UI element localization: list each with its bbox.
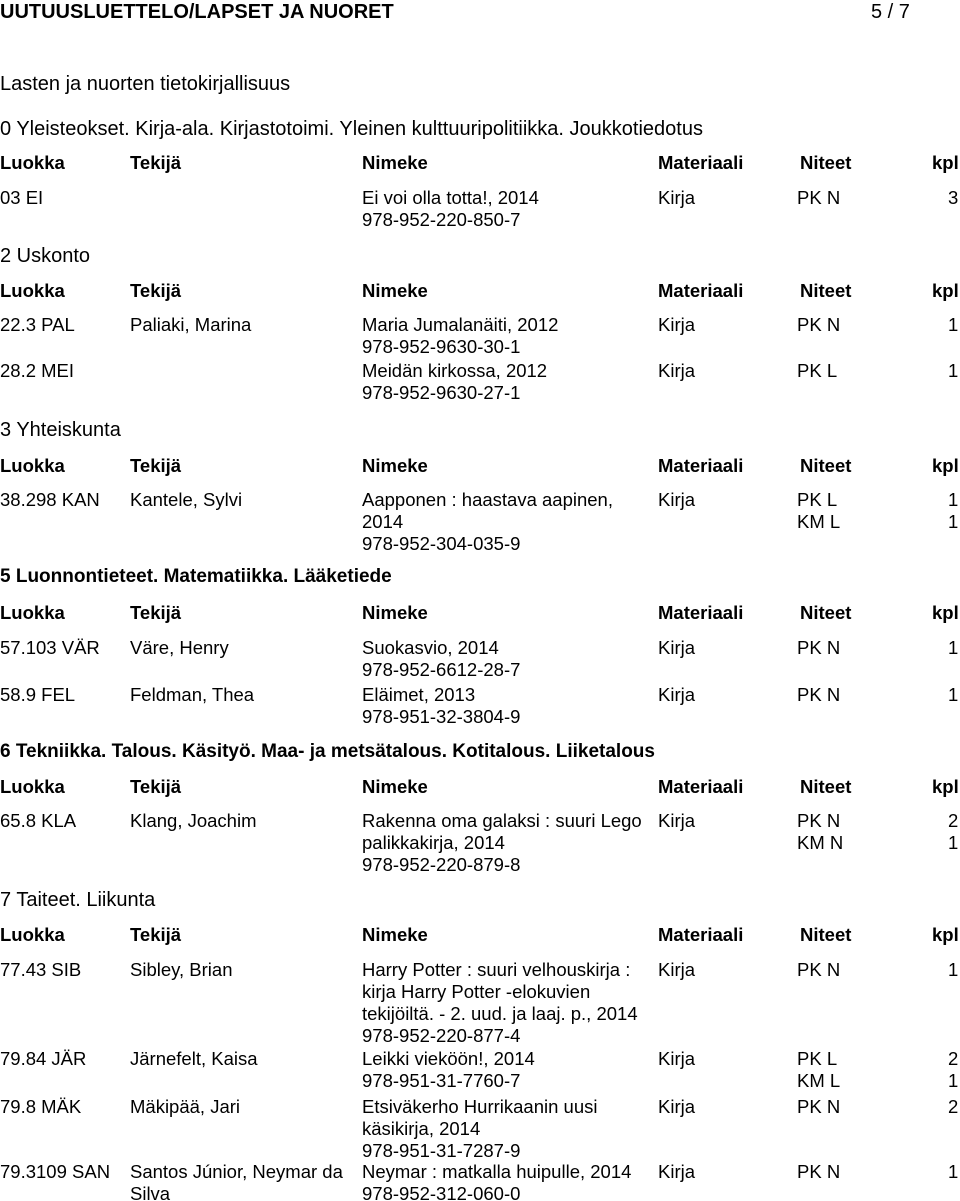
cell-kpl [948,1161,958,1183]
cell-nimeke-line: Suokasvio, 2014 [362,637,499,658]
cell-kpl [948,810,958,854]
cell-luokka: 58.9 FEL [0,684,76,705]
cell-niteet-line: KM N [797,832,844,853]
cell-niteet-line: PK N [797,187,841,208]
cell-materiaali: Kirja [658,810,696,831]
section-heading: 7 Taiteet. Liikunta [0,889,156,911]
column-header-materiaali: Materiaali [658,280,744,301]
column-header-kpl: kpl [932,776,959,797]
cell-niteet [797,360,837,382]
cell-materiaali: Kirja [658,684,696,705]
column-header-row [0,152,960,174]
column-header-kpl: kpl [932,602,959,623]
column-header-materiaali: Materiaali [658,602,744,623]
column-header-row [0,602,960,624]
cell-kpl-line: 3 [948,187,959,208]
cell-nimeke-line: Leikki vieköön!, 2014 [362,1048,535,1069]
column-header-luokka: Luokka [0,455,65,476]
cell-luokka: 65.8 KLA [0,810,77,831]
cell-luokka: 57.103 VÄR [0,637,100,658]
cell-materiaali: Kirja [658,314,696,335]
column-header-luokka: Luokka [0,280,65,301]
column-header-nimeke: Nimeke [362,776,428,797]
cell-materiaali: Kirja [658,489,696,510]
cell-niteet-line: PK N [797,684,841,705]
cell-niteet-line: PK N [797,959,841,980]
column-header-row [0,776,960,798]
cell-kpl-line: 1 [948,637,959,658]
cell-kpl [948,1048,958,1092]
column-header-luokka: Luokka [0,152,65,173]
cell-kpl-line: 1 [948,511,959,532]
cell-kpl [948,314,958,336]
column-header-luokka: Luokka [0,924,65,945]
column-header-niteet: Niteet [800,776,852,797]
column-header-niteet: Niteet [800,602,852,623]
cell-nimeke-line: kirja Harry Potter -elokuvien [362,981,591,1002]
cell-materiaali: Kirja [658,1048,696,1069]
cell-materiaali: Kirja [658,187,696,208]
cell-nimeke-line: Etsiväkerho Hurrikaanin uusi [362,1096,598,1117]
cell-materiaali: Kirja [658,637,696,658]
cell-kpl-line: 1 [948,489,959,510]
cell-kpl-line: 1 [948,360,959,381]
cell-luokka: 03 EI [0,187,44,208]
cell-nimeke-line: 978-952-220-877-4 [362,1025,521,1046]
cell-nimeke-line: Meidän kirkossa, 2012 [362,360,548,381]
cell-nimeke-line: 978-952-220-850-7 [362,209,521,230]
cell-nimeke-line: Eläimet, 2013 [362,684,476,705]
cell-niteet-line: PK L [797,360,838,381]
cell-nimeke-line: 978-952-9630-30-1 [362,336,521,357]
cell-luokka: 77.43 SIB [0,959,82,980]
section-heading: 2 Uskonto [0,245,91,267]
column-header-materiaali: Materiaali [658,776,744,797]
cell-kpl [948,959,958,981]
catalog-subtitle: Lasten ja nuorten tietokirjallisuus [0,73,291,95]
cell-niteet [797,684,840,706]
column-header-nimeke: Nimeke [362,924,428,945]
cell-kpl [948,360,958,382]
cell-kpl-line: 1 [948,959,959,980]
cell-niteet-line: PK N [797,810,841,831]
cell-niteet [797,489,840,533]
cell-kpl [948,1096,958,1118]
cell-niteet-line: KM L [797,511,841,532]
column-header-tekija: Tekijä [130,280,182,301]
cell-nimeke [362,1096,652,1162]
cell-tekija: Järnefelt, Kaisa [130,1048,258,1069]
column-header-tekija: Tekijä [130,455,182,476]
cell-niteet-line: PK N [797,1161,841,1182]
cell-tekija [130,1161,343,1201]
cell-luokka: 79.8 MÄK [0,1096,82,1117]
cell-nimeke [362,360,652,404]
column-header-kpl: kpl [932,455,959,476]
column-header-niteet: Niteet [800,280,852,301]
cell-kpl [948,187,958,209]
cell-kpl-line: 1 [948,1070,959,1091]
cell-nimeke-line: Rakenna oma galaksi : suuri Lego [362,810,642,831]
cell-tekija-line: Santos Júnior, Neymar da [130,1161,343,1182]
cell-niteet-line: PK L [797,489,838,510]
cell-niteet-line: PK N [797,637,841,658]
cell-nimeke-line: Neymar : matkalla huipulle, 2014 [362,1161,632,1182]
cell-luokka: 22.3 PAL [0,314,75,335]
cell-nimeke-line: 978-951-31-7287-9 [362,1140,521,1161]
column-header-tekija: Tekijä [130,602,182,623]
column-header-row [0,455,960,477]
page-number: 5 / 7 [871,1,910,23]
cell-niteet [797,1161,840,1183]
cell-nimeke [362,314,652,358]
cell-materiaali: Kirja [658,1161,696,1182]
cell-materiaali: Kirja [658,959,696,980]
column-header-materiaali: Materiaali [658,455,744,476]
cell-nimeke-line: käsikirja, 2014 [362,1118,481,1139]
cell-nimeke [362,810,652,876]
column-header-kpl: kpl [932,152,959,173]
cell-niteet [797,959,840,981]
column-header-kpl: kpl [932,924,959,945]
cell-luokka: 38.298 KAN [0,489,100,510]
column-header-luokka: Luokka [0,776,65,797]
column-header-nimeke: Nimeke [362,152,428,173]
column-header-tekija: Tekijä [130,776,182,797]
column-header-kpl: kpl [932,280,959,301]
cell-niteet [797,637,840,659]
cell-kpl-line: 1 [948,832,959,853]
cell-niteet-line: PK L [797,1048,838,1069]
column-header-materiaali: Materiaali [658,924,744,945]
cell-kpl-line: 1 [948,1161,959,1182]
cell-nimeke-line: Harry Potter : suuri velhouskirja : [362,959,631,980]
column-header-tekija: Tekijä [130,152,182,173]
cell-niteet-line: KM L [797,1070,841,1091]
cell-nimeke [362,637,652,681]
cell-tekija: Väre, Henry [130,637,229,658]
cell-tekija: Paliaki, Marina [130,314,252,335]
document-title: UUTUUSLUETTELO/LAPSET JA NUORET [0,1,394,23]
cell-tekija: Mäkipää, Jari [130,1096,241,1117]
cell-nimeke [362,187,652,231]
cell-niteet-line: PK N [797,1096,841,1117]
column-header-nimeke: Nimeke [362,455,428,476]
cell-tekija-line: Silva [130,1183,171,1201]
section-heading: 5 Luonnontieteet. Matematiikka. Lääketiede [0,566,392,587]
column-header-niteet: Niteet [800,152,852,173]
cell-nimeke [362,1048,652,1092]
column-header-luokka: Luokka [0,602,65,623]
cell-materiaali: Kirja [658,360,696,381]
cell-niteet [797,187,840,209]
cell-nimeke-line: 978-952-220-879-8 [362,854,521,875]
section-heading: 6 Tekniikka. Talous. Käsityö. Maa- ja metsätalous. Kotitalous. Liiketalous [0,741,655,762]
cell-nimeke [362,684,652,728]
cell-luokka: 79.3109 SAN [0,1161,111,1182]
cell-nimeke [362,1161,652,1201]
cell-nimeke-line: 978-951-32-3804-9 [362,706,521,727]
cell-materiaali: Kirja [658,1096,696,1117]
cell-tekija: Sibley, Brian [130,959,233,980]
cell-tekija: Feldman, Thea [130,684,255,705]
cell-nimeke-line: 2014 [362,511,404,532]
cell-kpl [948,684,958,706]
column-header-materiaali: Materiaali [658,152,744,173]
cell-kpl-line: 2 [948,1096,959,1117]
cell-niteet [797,810,843,854]
column-header-nimeke: Nimeke [362,602,428,623]
cell-nimeke-line: tekijöiltä. - 2. uud. ja laaj. p., 2014 [362,1003,638,1024]
cell-kpl-line: 2 [948,1048,959,1069]
section-heading: 0 Yleisteokset. Kirja-ala. Kirjastotoimi. Yleinen kulttuuripolitiikka. Joukkotiedotus [0,118,703,140]
cell-nimeke [362,489,652,555]
cell-nimeke-line: 978-951-31-7760-7 [362,1070,521,1091]
column-header-niteet: Niteet [800,924,852,945]
cell-nimeke-line: Maria Jumalanäiti, 2012 [362,314,559,335]
cell-nimeke-line: Aapponen : haastava aapinen, [362,489,613,510]
column-header-tekija: Tekijä [130,924,182,945]
cell-kpl-line: 1 [948,684,959,705]
column-header-row [0,924,960,946]
cell-nimeke-line: 978-952-304-035-9 [362,533,521,554]
cell-nimeke-line: 978-952-6612-28-7 [362,659,521,680]
cell-nimeke-line: 978-952-9630-27-1 [362,382,521,403]
column-header-row [0,280,960,302]
cell-tekija: Kantele, Sylvi [130,489,243,510]
cell-kpl-line: 2 [948,810,959,831]
cell-kpl [948,489,958,533]
section-heading: 3 Yhteiskunta [0,419,121,441]
cell-nimeke-line: Ei voi olla totta!, 2014 [362,187,539,208]
cell-tekija: Klang, Joachim [130,810,257,831]
cell-niteet [797,1096,840,1118]
column-header-niteet: Niteet [800,455,852,476]
cell-niteet [797,1048,840,1092]
cell-nimeke-line: palikkakirja, 2014 [362,832,505,853]
cell-luokka: 79.84 JÄR [0,1048,87,1069]
cell-nimeke-line: 978-952-312-060-0 [362,1183,521,1201]
cell-niteet [797,314,840,336]
cell-luokka: 28.2 MEI [0,360,75,381]
cell-niteet-line: PK N [797,314,841,335]
cell-nimeke [362,959,652,1047]
column-header-nimeke: Nimeke [362,280,428,301]
cell-kpl-line: 1 [948,314,959,335]
cell-kpl [948,637,958,659]
